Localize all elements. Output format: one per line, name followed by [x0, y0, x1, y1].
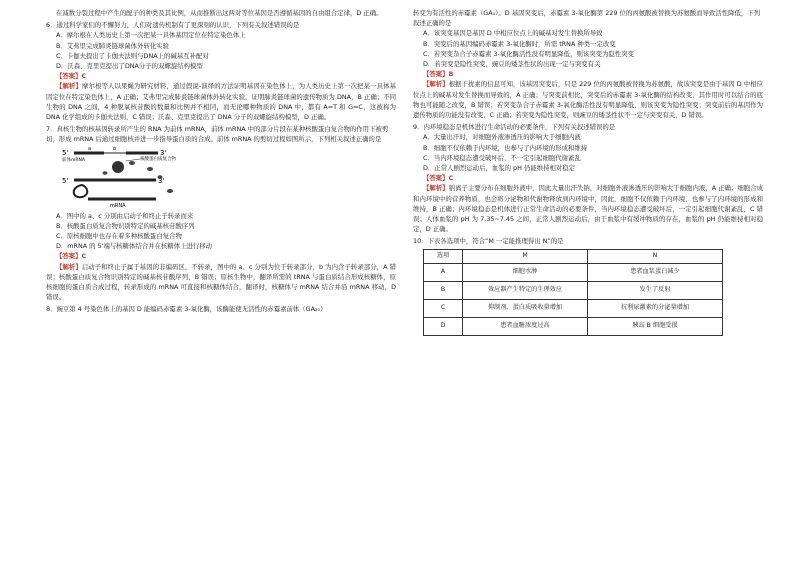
q10-table-header [424, 249, 723, 263]
q6-stem: 6．通过科学家们的不懈努力，人们对遗传机制有了更深刻的认识，下列有关叙述错误的是 [46, 21, 300, 30]
q9-analysis-tag: 【解析】 [423, 184, 449, 193]
lariat-intron [74, 185, 88, 197]
q8-option-a: A．该突变基因是基因 D 中相应位点上的碱基对发生替换所导致 [423, 29, 603, 38]
q10-row-d-n: 胰岛 B 细胞受损 [588, 317, 723, 335]
q9-option-d: D．正常人剧烈运动后，血浆的 pH 仍能维持相对稳定 [423, 164, 576, 173]
q7-analysis-text: 启动子和终止子属于基因的非编码区，不转录，图中的 a、c 分别为位于转录部分，b 为内含子转录部分，A 错误；核酸蛋白质复合物识别特定的碱基核苷酸序列，B 错误；原核生物中，翻译所需的 tRNA 与蛋白质结合形成核糖体，原核细胞的蛋白质合成过程，转录形成的 mRNA 可直接和核糖体结合，翻译时，核糖体与 mRNA 结合并沿 mRNA 移动，D 错误。 [46, 262, 396, 302]
q9-option-c: C．当内环境稳态遭受破坏后，不一定引起细胞代谢紊乱 [423, 153, 581, 162]
table-row [424, 281, 723, 299]
rna-splicing-diagram [60, 147, 220, 209]
right-column [413, 8, 763, 336]
fig-label-mrna: mRNA [110, 202, 126, 209]
q6-answer: 【答案】C [56, 72, 87, 81]
q8-option-d: D．若突变是隐性突变，豌豆的矮茎性状的出现一定与突变有关 [423, 60, 601, 69]
q6-option-a: A．摩尔根在人类历史上第一次把某一具体基因定位在特定染色体上 [56, 31, 246, 40]
q10-row-a-n: 患者血浆蛋白减少 [588, 263, 723, 281]
fig-label-5prime-mid: 5' [62, 176, 69, 185]
q10-header-m: M [463, 249, 588, 263]
fig-label-premrna: 前体mRNA [62, 157, 85, 163]
q8-option-c: C．若突变杂合子赤霉素 3-氧化酶活性没有明显降低，则该突变为隐性突变 [423, 49, 634, 58]
q10-header-option: 选项 [424, 249, 463, 263]
fig-label-b: b [113, 146, 117, 152]
q8-analysis-tag: 【解析】 [423, 80, 449, 89]
table-row [424, 299, 723, 317]
fig-label-a: a [88, 146, 92, 152]
q6-analysis [46, 81, 396, 122]
q8-stem-continued: 转变为有活性的赤霉素（GA₁）。D 基因突变后，赤霉素 3-氧化酶第 229 位的丙氨酸被替换为苏氨酸而导致活性降低，下列叙述正确的是 [413, 9, 761, 28]
complex-pointer [126, 159, 140, 161]
complex-blob-6 [167, 189, 173, 193]
q10-row-b-m: 效应器产生特定的生理效应 [463, 281, 588, 299]
fig-label-3prime-mid: 3' [158, 176, 165, 185]
q6-analysis-text: 摩尔根等人以果蝇为研究材料，通过假说-演绎的方法证明基因在染色体上，为人类历史上第一次把某一具体基因定位在特定染色体上，A 正确；艾弗里完成肺炎链球菌体外转化实验，证明肺炎链球菌的遗传物质为 DNA，B 正确；不同生物的 DNA 之间，4 种脱氧核苷酸的数量和比例并不相同，而无论哪种物质的 DNA 中，都有 A=T 和 G=C，这被称为 DNA 化学组成的卡伽夫法则，C 错误；沃森、克里克提出了 DNA 分子的双螺旋结构模型，D 正确。 [46, 82, 396, 122]
q10-row-b-n: 发生了反射 [588, 281, 723, 299]
q8-stem: 8．豌豆第 4 号染色体上的基因 D 能编码赤霉素 3-氧化酶，该酶能使无活性的赤霉素前体（GA₂₀） [46, 305, 327, 314]
table-row [424, 317, 723, 335]
left-column [46, 8, 396, 315]
q10-row-d-option: D [424, 317, 463, 335]
rna-splicing-figure [60, 147, 220, 209]
q9-analysis [413, 183, 763, 234]
q10-row-d-m: 患者血糖浓度过高 [463, 317, 588, 335]
q8-answer: 【答案】B [423, 70, 454, 79]
q6-option-d: D．沃森、克里克提出了DNA分子的双螺旋结构模型 [56, 62, 203, 71]
q9-option-b: B．细胞不仅依赖于内环境，也参与了内环境的形成和维持 [423, 143, 588, 152]
q10-row-a-option: A [424, 263, 463, 281]
q10-row-c-m: 抑制剂、蛋白质吸收量增加 [463, 299, 588, 317]
q10-stem: 10．下表各选项中，符合“M 一定能推理得出 N”的是 [413, 237, 564, 246]
q6-option-c: C．卡伽夫提出了卡伽夫法则与DNA上的碱基互补配对 [56, 51, 209, 60]
q7-option-c: C．原核细胞中也存在着多种核酸蛋白复合物 [56, 232, 182, 241]
q8-option-b: B．突变后的基因编码赤霉素 3-氧化酶时，所需 tRNA 种类一定改变 [423, 39, 616, 48]
fig-label-3prime-top: 3' [160, 148, 167, 157]
q8-analysis [413, 79, 763, 120]
q7-option-d: D．mRNA 的 5'端与核糖体结合并在核糖体上进行移动 [56, 242, 213, 251]
q10-row-a-m: 细胞水肿 [463, 263, 588, 281]
q10-header-n: N [588, 249, 723, 263]
q6-option-b: B．艾弗里完成肺炎链球菌体外转化实验 [56, 41, 170, 50]
complex-blob-5 [103, 171, 108, 175]
q7-option-a: A．图中的 a、c 分别由启动子和终止子转录而来 [56, 211, 194, 220]
q9-stem: 9．内环境稳态是机体进行生命活动的必要条件，下列有关叙述错误的是 [413, 123, 616, 132]
q7-answer: 【答案】C [56, 252, 87, 261]
fig-label-5prime-top: 5' [62, 148, 69, 157]
q9-analysis-text: 钠离子主要分布在细胞外液中，因此大量出汗失钠，对细胞外液渗透压的影响大于细胞内液，A 正确；细胞合成和内环境中的营养物质，也会将分泌物和代谢物释放到内环境中，因此，细胞不仅依赖于内环境，也参与了内环境的形成和维持，B 正确；内环境稳态是机体进行正常生命活动的必要条件，当内环境稳态遭受破坏后，一定引起细胞代谢紊乱，C 错误；人体血浆的 pH 为 7.35~7.45 之间，正常人剧烈运动后，由于血浆中有缓冲物质的存在，血浆的 pH 仍能维持相对稳定，D 正确。 [413, 184, 764, 234]
complex-blob-1 [112, 161, 124, 173]
q9-option-a: A．大量出汗时，对细胞外液渗透压的影响大于细胞内液 [423, 133, 581, 142]
q10-table [423, 249, 723, 336]
q10-row-c-option: C [424, 299, 463, 317]
table-row [424, 263, 723, 281]
q7-stem: 7．真核生物的核基因转录所产生的 RNA 为前体 mRNA，前体 mRNA 中的部分片段在某种核酸蛋白复合物的作用下被剪切，形成 mRNA 后通过细胞核并进一步指导蛋白质的合成。前体 mRNA 的剪切过程如图所示，下列相关叙述正确的是 [46, 125, 389, 144]
q7-option-b: B．核酸蛋白质复合物识别特定的碱基核苷酸序列 [56, 221, 195, 230]
intro-paragraph: 在减数分裂过程中产生的配子的种类及其比例，从而推断出这两对等位基因是否遵循基因的自由组合定律，D 正确。 [56, 9, 383, 17]
complex-blob-2 [129, 161, 135, 165]
q6-analysis-tag: 【解析】 [56, 82, 82, 91]
q9-answer: 【答案】C [423, 174, 454, 183]
q10-row-c-n: 抗利尿激素的分泌量增加 [588, 299, 723, 317]
q7-analysis-tag: 【解析】 [56, 262, 82, 271]
complex-blob-3 [147, 167, 153, 171]
fig-label-complex: 核酸蛋白质复合物 [140, 156, 176, 162]
q7-analysis [46, 262, 396, 303]
q8-analysis-text: 根据干扰素的信息可知，该基因突变后，只是 229 位的丙氨酸被替换为苏氨酸，故该突变是由于基因 D 中相应位点上的碱基对发生替换而导致的，A 正确；与突变前相比，突变后的赤霉素 3-氧化酶的结构改变，其作用时可以结合的底物也可能随之改变，B 错误；若突变杂合子赤霉素 3-氧化酶活性没有明显降低，则该突变为隐性突变；突变前后的基因作为遗传物质的功能没有改变，C 正确；若突变为隐性突变，则豌豆的矮茎性状不一定与突变有关，D 错误。 [413, 80, 763, 120]
q10-row-b-option: B [424, 281, 463, 299]
